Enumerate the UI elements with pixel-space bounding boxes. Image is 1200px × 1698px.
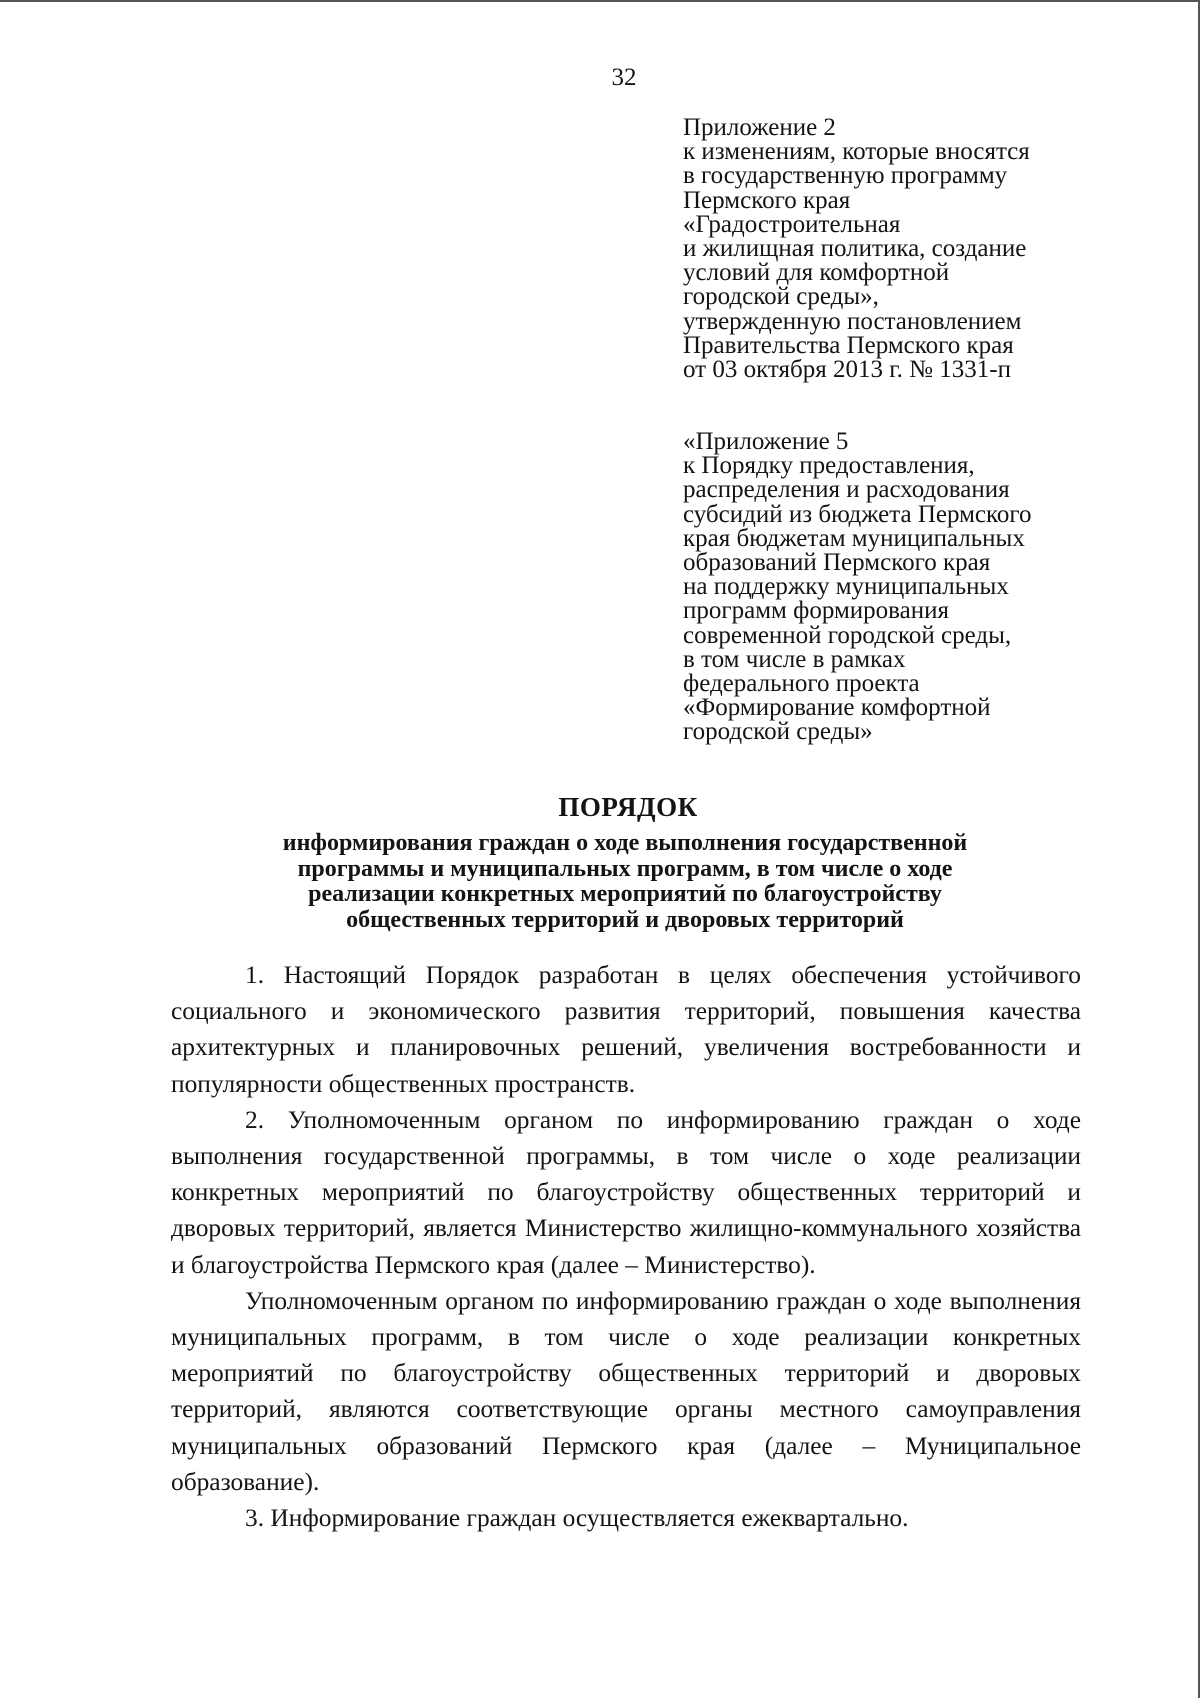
paragraph-2-continued: Уполномоченным органом по информированию граждан о ходе выполнения муниципальных программ, в том числе о ходе реализации конкретных мероприятий по благоустройству общественных территорий и дворовых территорий, являются соответствующие органы местного самоуправления муниципальных образований Пермского края (далее – Муниципальное образование). xyxy=(171,1286,1081,1496)
appendix-header-line: в государственную программу xyxy=(683,162,1008,190)
appendix-header xyxy=(683,116,1103,382)
document-subtitle xyxy=(120,831,1130,933)
appendix-inner-line: образований Пермского края xyxy=(683,549,991,577)
appendix-header-line: Пермского края xyxy=(683,186,851,214)
appendix-inner-line: программ формирования xyxy=(683,597,949,625)
appendix-header-line: Приложение 2 xyxy=(683,114,836,141)
appendix-header-line: от 03 октября 2013 г. № 1331-п xyxy=(683,356,1011,384)
appendix-inner-line: федерального проекта xyxy=(683,670,920,698)
appendix-header-line: Правительства Пермского края xyxy=(683,331,1014,359)
appendix-header-line: утвержденную постановлением xyxy=(683,307,1022,335)
subtitle-line: информирования граждан о ходе выполнения государственной xyxy=(282,830,968,856)
subtitle-line: программы и муниципальных программ, в том числе о ходе xyxy=(297,855,953,882)
appendix-header-line: «Градостроительная xyxy=(683,210,901,238)
appendix-inner-line: на поддержку муниципальных xyxy=(683,573,1009,601)
appendix-header-line: городской среды», xyxy=(683,283,879,311)
subtitle-line: общественных территорий и дворовых территорий xyxy=(346,906,904,933)
page-number: 32 xyxy=(611,64,637,91)
appendix-inner-line: «Приложение 5 xyxy=(683,428,849,455)
appendix-inner-line: в том числе в рамках xyxy=(683,645,906,673)
appendix-inner xyxy=(683,430,1103,745)
appendix-header-line: и жилищная политика, создание xyxy=(683,235,1027,263)
paragraph-1: 1. Настоящий Порядок разработан в целях обеспечения устойчивого социального и экономического развития территорий, повышения качества архитектурных и планировочных решений, увеличения востребованности и популярности общественных пространств. xyxy=(171,961,1081,1098)
appendix-inner-line: распределения и расходования xyxy=(683,476,1010,504)
appendix-inner-line: современной городской среды, xyxy=(683,621,1012,649)
appendix-inner-line: края бюджетам муниципальных xyxy=(683,524,1025,552)
appendix-inner-line: субсидий из бюджета Пермского xyxy=(683,500,1032,528)
appendix-inner-line: к Порядку предоставления, xyxy=(683,452,975,480)
subtitle-line: реализации конкретных мероприятий по благоустройству xyxy=(308,881,942,907)
document-title: ПОРЯДОК xyxy=(558,792,698,822)
appendix-inner-line: городской среды» xyxy=(683,718,873,746)
document-body xyxy=(171,957,1081,1536)
appendix-header-line: к изменениям, которые вносятся xyxy=(683,138,1030,166)
paragraph-3: 3. Информирование граждан осуществляется ежеквартально. xyxy=(245,1504,909,1533)
appendix-inner-line: «Формирование комфортной xyxy=(683,694,991,722)
paragraph-2: 2. Уполномоченным органом по информированию граждан о ходе выполнения государственной программы, в том числе о ходе реализации конкретных мероприятий по благоустройству общественных территорий и дворовых территорий, является Министерство жилищно-коммунального хозяйства и благоустройства Пермского края (далее – Министерство). xyxy=(171,1105,1081,1279)
appendix-header-line: условий для комфортной xyxy=(683,259,950,287)
